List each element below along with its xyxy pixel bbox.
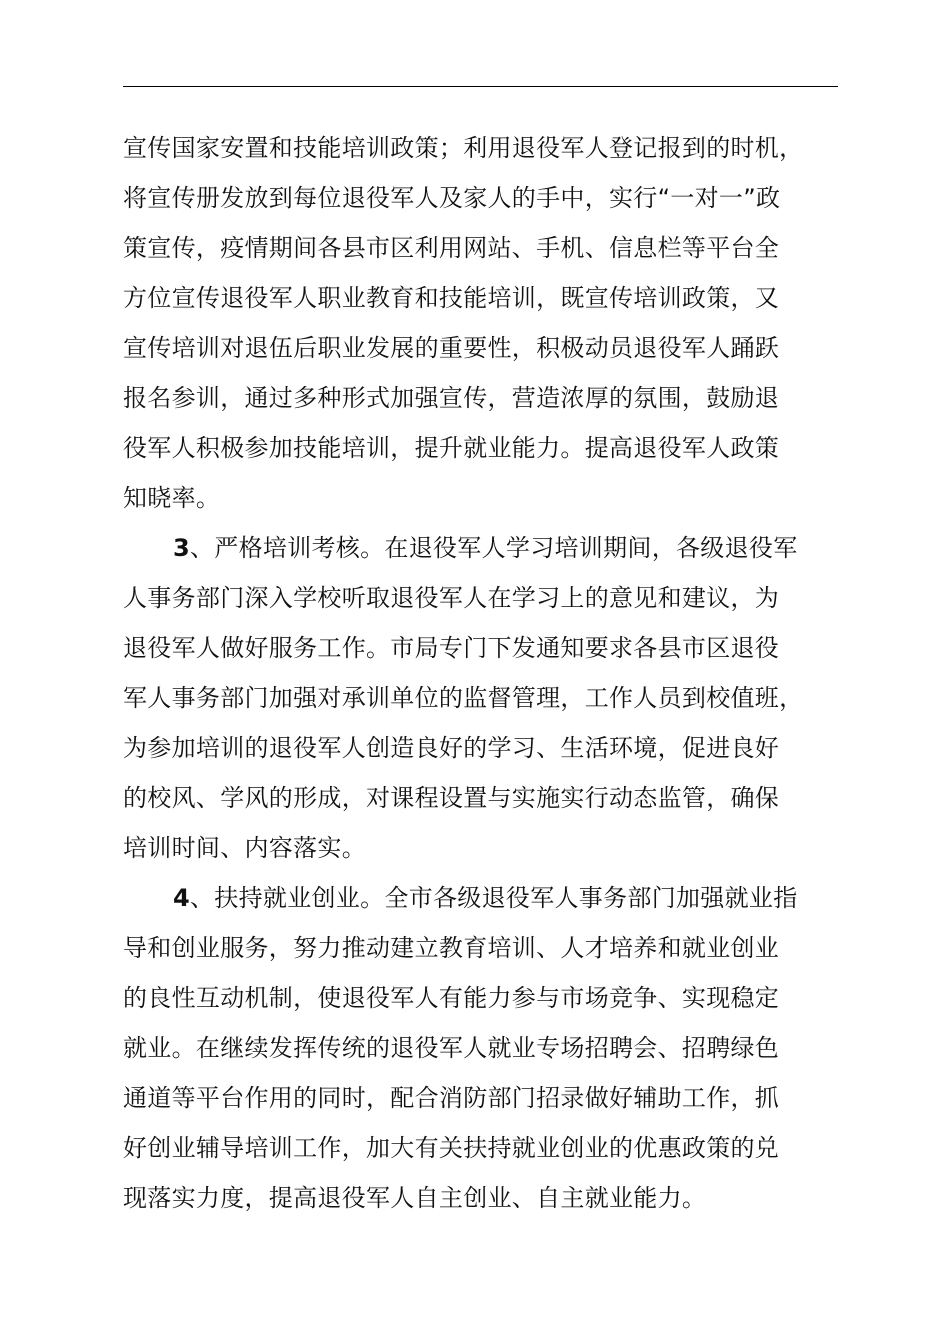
p3-number: 4	[173, 884, 190, 912]
p1-line-7: 役军人积极参加技能培训，提升就业能力。提高退役军人政策	[123, 434, 780, 462]
p3-line-6: 好创业辅导培训工作，加大有关扶持就业创业的优惠政策的兑	[123, 1134, 780, 1162]
p1-line-8: 知晓率。	[123, 484, 221, 512]
p2-line-5: 为参加培训的退役军人创造良好的学习、生活环境，促进良好	[123, 734, 780, 762]
p3-first-line	[123, 873, 863, 923]
p3-line-3: 的良性互动机制，使退役军人有能力参与市场竞争、实现稳定	[123, 984, 780, 1012]
p2-first-line	[123, 523, 863, 573]
p1-line-6: 报名参训，通过多种形式加强宣传，营造浓厚的氛围，鼓励退	[123, 384, 780, 412]
body-text	[123, 123, 863, 1223]
p2-number: 3	[173, 534, 190, 562]
p2-line-7: 培训时间、内容落实。	[123, 834, 366, 862]
p3-line-5: 通道等平台作用的同时，配合消防部门招录做好辅助工作，抓	[123, 1084, 780, 1112]
p1-line-5: 宣传培训对退伍后职业发展的重要性，积极动员退役军人踊跃	[123, 334, 780, 362]
p1-line-3: 策宣传，疫情期间各县市区利用网站、手机、信息栏等平台全	[123, 234, 780, 262]
p2-line-6: 的校风、学风的形成，对课程设置与实施实行动态监管，确保	[123, 784, 780, 812]
p1-line-2: 将宣传册发放到每位退役军人及家人的手中，实行“一对一”政	[123, 184, 781, 212]
p1-line-1: 宣传国家安置和技能培训政策；利用退役军人登记报到的时机，	[123, 134, 804, 162]
p3-line-7: 现落实力度，提高退役军人自主创业、自主就业能力。	[123, 1184, 707, 1212]
p2-line-2: 人事务部门深入学校听取退役军人在学习上的意见和建议，为	[123, 584, 780, 612]
p3-line-4: 就业。在继续发挥传统的退役军人就业专场招聘会、招聘绿色	[123, 1034, 780, 1062]
p2-line-4: 军人事务部门加强对承训单位的监督管理，工作人员到校值班，	[123, 684, 804, 712]
p2-heading-text: 、严格培训考核。在退役军人学习培训期间，各级退役军	[190, 534, 798, 562]
p1-line-4: 方位宣传退役军人职业教育和技能培训，既宣传培训政策，又	[123, 284, 780, 312]
p3-heading-text: 、扶持就业创业。全市各级退役军人事务部门加强就业指	[190, 884, 798, 912]
header-rule	[123, 86, 838, 87]
p3-line-2: 导和创业服务，努力推动建立教育培训、人才培养和就业创业	[123, 934, 780, 962]
p2-line-3: 退役军人做好服务工作。市局专门下发通知要求各县市区退役	[123, 634, 780, 662]
